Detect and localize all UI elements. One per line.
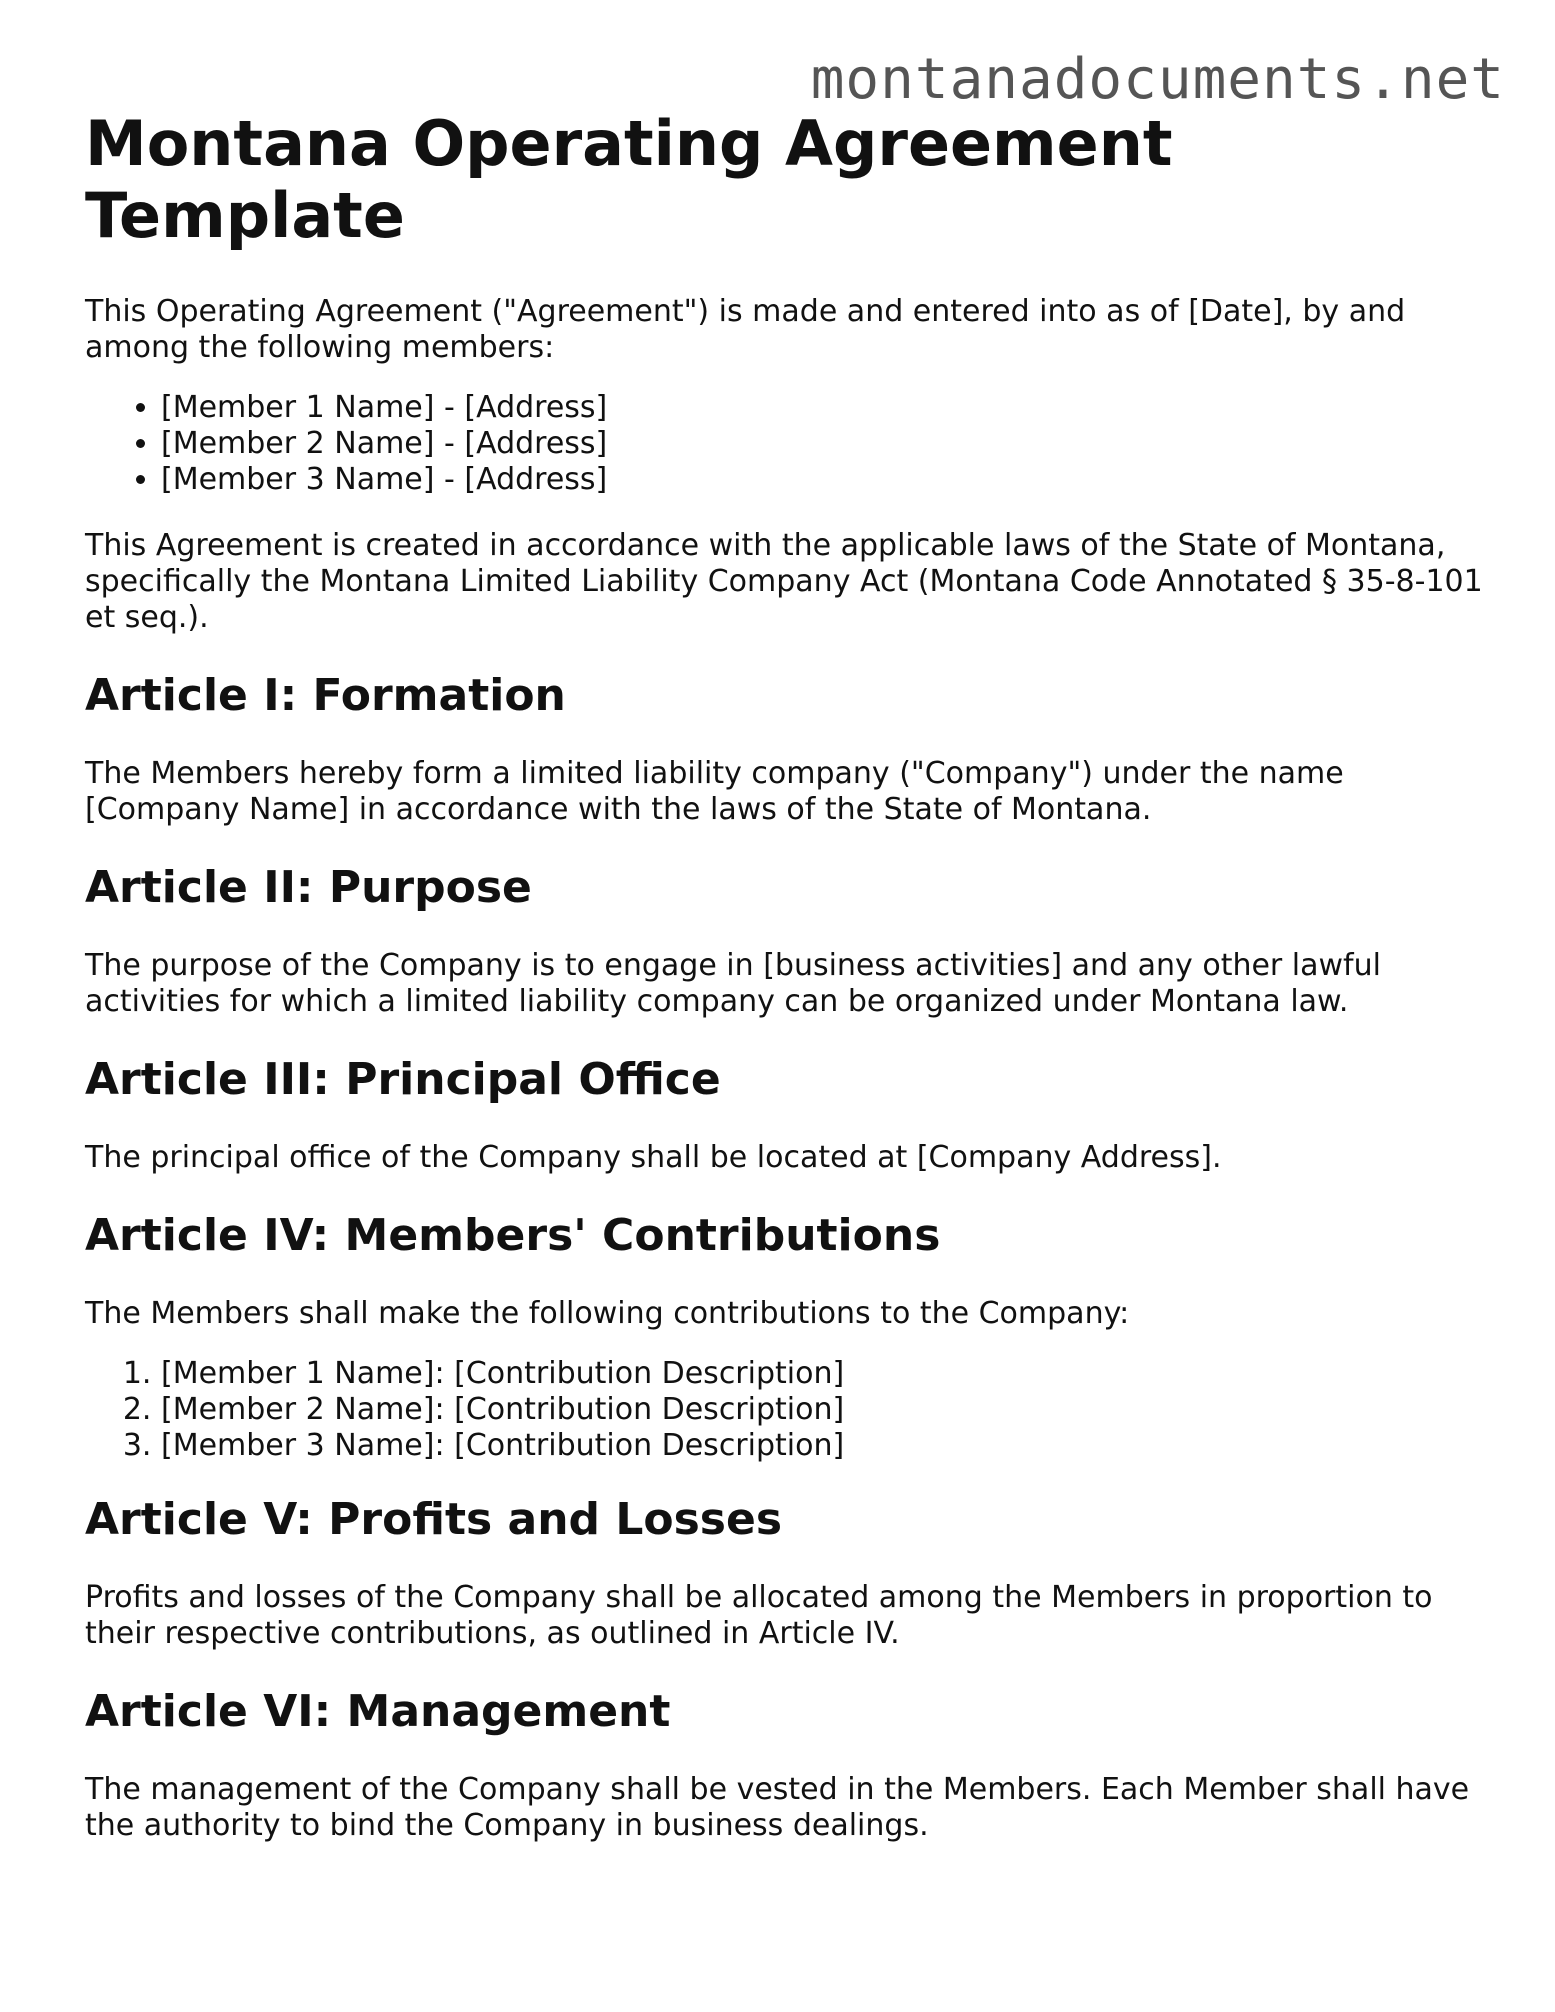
intro-paragraph: This Operating Agreement ("Agreement") is made and entered into as of [Date], by and among the following members: (85, 294, 1406, 365)
contribution-item: 2. [Member 2 Name]: [Contribution Description] (161, 1392, 1485, 1428)
article-formation (85, 670, 1485, 828)
article-principal-office (85, 1054, 1485, 1176)
article-body: The purpose of the Company is to engage in [business activities] and any other lawful activities for which a limited liability company can be organized under Montana law. (85, 948, 1381, 1019)
contributions-list (85, 1356, 1485, 1464)
article-heading: Article I: Formation (85, 670, 566, 721)
article-management (85, 1686, 1485, 1844)
article-profits-losses (85, 1494, 1485, 1652)
article-heading: Article VI: Management (85, 1686, 671, 1737)
article-members-contributions (85, 1210, 1485, 1464)
article-purpose (85, 862, 1485, 1020)
article-body: The principal office of the Company shall be located at [Company Address]. (85, 1140, 1222, 1175)
article-body: The Members hereby form a limited liability company ("Company") under the name [Company Name] in accordance with the laws of the State of Montana. (85, 756, 1344, 827)
page-title: Montana Operating Agreement Template (85, 107, 1173, 252)
article-body: The Members shall make the following contributions to the Company: (85, 1296, 1130, 1331)
legal-basis-paragraph: This Agreement is created in accordance with the applicable laws of the State of Montana, specifically the Montana Limited Liability Company Act (Montana Code Annotated § 35-8-101 et seq.). (85, 528, 1483, 635)
article-body: The management of the Company shall be vested in the Members. Each Member shall have the authority to bind the Company in business dealings. (85, 1772, 1470, 1843)
member-item: • [Member 1 Name] - [Address] (161, 390, 1485, 426)
watermark: montanadocuments.net (810, 47, 1505, 112)
contribution-item: 1. [Member 1 Name]: [Contribution Description] (161, 1356, 1485, 1392)
article-heading: Article II: Purpose (85, 862, 532, 913)
article-heading: Article IV: Members' Contributions (85, 1210, 941, 1261)
member-item: • [Member 2 Name] - [Address] (161, 426, 1485, 462)
member-item: • [Member 3 Name] - [Address] (161, 462, 1485, 498)
contribution-item: 3. [Member 3 Name]: [Contribution Description] (161, 1428, 1485, 1464)
members-list (85, 390, 1485, 498)
article-heading: Article V: Profits and Losses (85, 1494, 783, 1545)
article-heading: Article III: Principal Office (85, 1054, 721, 1105)
document-page (85, 108, 1485, 1878)
article-body: Profits and losses of the Company shall be allocated among the Members in proportion to their respective contributions, as outlined in Article IV. (85, 1580, 1433, 1651)
